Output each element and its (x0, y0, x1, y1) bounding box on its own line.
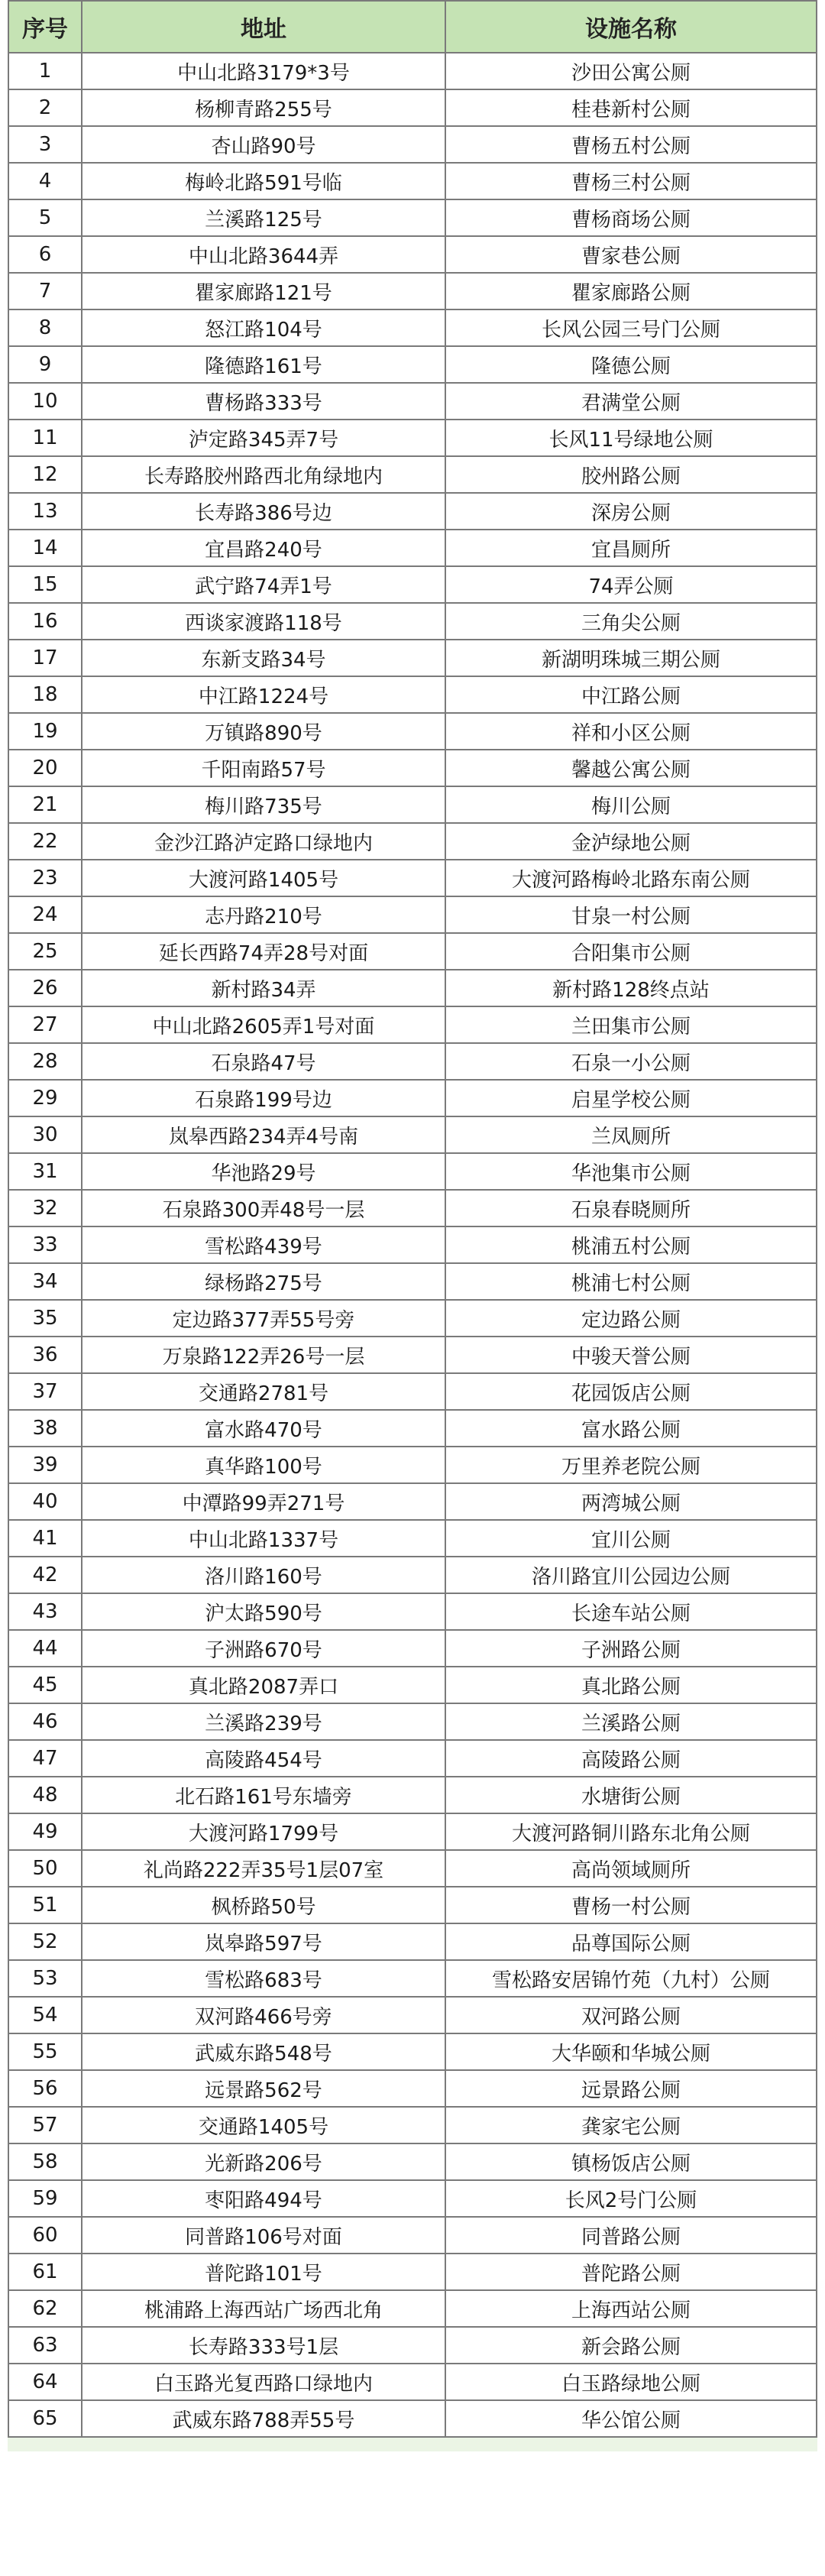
cell-address: 武宁路74弄1号 (82, 566, 445, 603)
cell-facility-name: 曹杨商场公厕 (445, 199, 817, 236)
table-row (8, 1557, 817, 1593)
cell-facility-name: 石泉春晓厕所 (445, 1190, 817, 1226)
cell-facility-name: 甘泉一村公厕 (445, 896, 817, 933)
cell-facility-name: 双河路公厕 (445, 1997, 817, 2033)
table-row (8, 1080, 817, 1116)
cell-address: 岚皋西路234弄4号南 (82, 1116, 445, 1153)
cell-facility-name: 万里养老院公厕 (445, 1447, 817, 1483)
cell-address: 石泉路47号 (82, 1043, 445, 1080)
cell-facility-name: 曹杨三村公厕 (445, 163, 817, 199)
cell-address: 中山北路2605弄1号对面 (82, 1006, 445, 1043)
cell-address: 光新路206号 (82, 2143, 445, 2180)
cell-facility-name: 高陵路公厕 (445, 1740, 817, 1777)
cell-serial-number: 32 (8, 1190, 82, 1226)
table-row (8, 896, 817, 933)
cell-facility-name: 普陀路公厕 (445, 2254, 817, 2290)
cell-facility-name: 真北路公厕 (445, 1667, 817, 1703)
cell-serial-number: 20 (8, 750, 82, 786)
cell-address: 中潭路99弄271号 (82, 1483, 445, 1520)
table-row (8, 2290, 817, 2327)
cell-address: 雪松路683号 (82, 1960, 445, 1997)
cell-address: 大渡河路1405号 (82, 860, 445, 896)
cell-facility-name: 长风11号绿地公厕 (445, 420, 817, 456)
cell-serial-number: 19 (8, 713, 82, 750)
cell-facility-name: 大渡河路铜川路东北角公厕 (445, 1813, 817, 1850)
cell-facility-name: 宜昌厕所 (445, 530, 817, 566)
cell-facility-name: 子洲路公厕 (445, 1630, 817, 1667)
cell-address: 延长西路74弄28号对面 (82, 933, 445, 970)
cell-serial-number: 12 (8, 456, 82, 493)
cell-address: 交通路1405号 (82, 2107, 445, 2143)
table-row (8, 1447, 817, 1483)
cell-address: 隆德路161号 (82, 346, 445, 383)
cell-serial-number: 1 (8, 53, 82, 89)
cell-serial-number: 27 (8, 1006, 82, 1043)
cell-address: 武威东路548号 (82, 2033, 445, 2070)
cell-serial-number: 43 (8, 1593, 82, 1630)
cell-address: 宜昌路240号 (82, 530, 445, 566)
table-row (8, 309, 817, 346)
cell-serial-number: 61 (8, 2254, 82, 2290)
cell-facility-name: 同普路公厕 (445, 2217, 817, 2254)
cell-serial-number: 30 (8, 1116, 82, 1153)
cell-facility-name: 曹杨一村公厕 (445, 1887, 817, 1923)
table-row (8, 2143, 817, 2180)
cell-address: 武威东路788弄55号 (82, 2400, 445, 2437)
cell-facility-name: 新会路公厕 (445, 2327, 817, 2364)
cell-facility-name: 桃浦七村公厕 (445, 1263, 817, 1300)
cell-serial-number: 51 (8, 1887, 82, 1923)
cell-serial-number: 65 (8, 2400, 82, 2437)
cell-facility-name: 大渡河路梅岭北路东南公厕 (445, 860, 817, 896)
cell-serial-number: 14 (8, 530, 82, 566)
cell-serial-number: 50 (8, 1850, 82, 1887)
cell-address: 兰溪路239号 (82, 1703, 445, 1740)
cell-facility-name: 三角尖公厕 (445, 603, 817, 640)
cell-address: 双河路466号旁 (82, 1997, 445, 2033)
cell-facility-name: 镇杨饭店公厕 (445, 2143, 817, 2180)
cell-serial-number: 59 (8, 2180, 82, 2217)
cell-address: 长寿路386号边 (82, 493, 445, 530)
table-row (8, 676, 817, 713)
cell-address: 雪松路439号 (82, 1226, 445, 1263)
cell-address: 普陀路101号 (82, 2254, 445, 2290)
cell-address: 真华路100号 (82, 1447, 445, 1483)
cell-address: 万泉路122弄26号一层 (82, 1337, 445, 1373)
cell-facility-name: 雪松路安居锦竹苑（九村）公厕 (445, 1960, 817, 1997)
table-row (8, 273, 817, 309)
cell-facility-name: 胶州路公厕 (445, 456, 817, 493)
cell-serial-number: 18 (8, 676, 82, 713)
table-row (8, 530, 817, 566)
cell-address: 新村路34弄 (82, 970, 445, 1006)
header-facility-name: 设施名称 (445, 1, 817, 53)
cell-address: 金沙江路泸定路口绿地内 (82, 823, 445, 860)
cell-serial-number: 38 (8, 1410, 82, 1447)
cell-address: 长寿路333号1层 (82, 2327, 445, 2364)
table-row (8, 236, 817, 273)
table-row (8, 1153, 817, 1190)
cell-address: 石泉路300弄48号一层 (82, 1190, 445, 1226)
cell-serial-number: 11 (8, 420, 82, 456)
cell-facility-name: 远景路公厕 (445, 2070, 817, 2107)
cell-facility-name: 兰凤厕所 (445, 1116, 817, 1153)
table-row (8, 163, 817, 199)
table-row (8, 933, 817, 970)
cell-serial-number: 22 (8, 823, 82, 860)
cell-address: 绿杨路275号 (82, 1263, 445, 1300)
cell-address: 礼尚路222弄35号1层07室 (82, 1850, 445, 1887)
cell-serial-number: 42 (8, 1557, 82, 1593)
cell-address: 兰溪路125号 (82, 199, 445, 236)
table-header (8, 1, 817, 53)
cell-facility-name: 宜川公厕 (445, 1520, 817, 1557)
cell-address: 沪太路590号 (82, 1593, 445, 1630)
header-serial-number: 序号 (8, 1, 82, 53)
cell-address: 远景路562号 (82, 2070, 445, 2107)
cell-serial-number: 55 (8, 2033, 82, 2070)
cell-address: 枣阳路494号 (82, 2180, 445, 2217)
table-row (8, 1887, 817, 1923)
cell-facility-name: 高尚领域厕所 (445, 1850, 817, 1887)
table-row (8, 2400, 817, 2437)
cell-facility-name: 上海西站公厕 (445, 2290, 817, 2327)
cell-serial-number: 52 (8, 1923, 82, 1960)
cell-serial-number: 16 (8, 603, 82, 640)
cell-address: 怒江路104号 (82, 309, 445, 346)
header-address: 地址 (82, 1, 445, 53)
cell-serial-number: 45 (8, 1667, 82, 1703)
table-row (8, 493, 817, 530)
cell-serial-number: 44 (8, 1630, 82, 1667)
cell-serial-number: 49 (8, 1813, 82, 1850)
cell-facility-name: 中骏天誉公厕 (445, 1337, 817, 1373)
cell-facility-name: 祥和小区公厕 (445, 713, 817, 750)
cell-serial-number: 6 (8, 236, 82, 273)
cell-serial-number: 9 (8, 346, 82, 383)
table-row (8, 1043, 817, 1080)
cell-facility-name: 定边路公厕 (445, 1300, 817, 1337)
cell-serial-number: 10 (8, 383, 82, 420)
cell-facility-name: 新湖明珠城三期公厕 (445, 640, 817, 676)
cell-address: 枫桥路50号 (82, 1887, 445, 1923)
cell-facility-name: 合阳集市公厕 (445, 933, 817, 970)
cell-serial-number: 24 (8, 896, 82, 933)
cell-address: 杨柳青路255号 (82, 89, 445, 126)
table-row (8, 1116, 817, 1153)
table-row (8, 1703, 817, 1740)
cell-facility-name: 两湾城公厕 (445, 1483, 817, 1520)
cell-serial-number: 36 (8, 1337, 82, 1373)
cell-address: 万镇路890号 (82, 713, 445, 750)
table-row (8, 456, 817, 493)
cell-facility-name: 金泸绿地公厕 (445, 823, 817, 860)
cell-serial-number: 57 (8, 2107, 82, 2143)
cell-address: 中山北路1337号 (82, 1520, 445, 1557)
cell-facility-name: 兰田集市公厕 (445, 1006, 817, 1043)
cell-facility-name: 白玉路绿地公厕 (445, 2364, 817, 2400)
cell-facility-name: 富水路公厕 (445, 1410, 817, 1447)
table-row (8, 1337, 817, 1373)
table-row (8, 1997, 817, 2033)
cell-facility-name: 沙田公寓公厕 (445, 53, 817, 89)
cell-serial-number: 35 (8, 1300, 82, 1337)
cell-facility-name: 花园饭店公厕 (445, 1373, 817, 1410)
cell-facility-name: 启星学校公厕 (445, 1080, 817, 1116)
cell-facility-name: 74弄公厕 (445, 566, 817, 603)
cell-serial-number: 31 (8, 1153, 82, 1190)
cell-serial-number: 62 (8, 2290, 82, 2327)
cell-serial-number: 39 (8, 1447, 82, 1483)
table-row (8, 1410, 817, 1447)
cell-address: 高陵路454号 (82, 1740, 445, 1777)
cell-serial-number: 56 (8, 2070, 82, 2107)
cell-address: 梅川路735号 (82, 786, 445, 823)
table-body (8, 53, 817, 2437)
cell-serial-number: 47 (8, 1740, 82, 1777)
cell-facility-name: 桃浦五村公厕 (445, 1226, 817, 1263)
table-row (8, 1630, 817, 1667)
cell-serial-number: 21 (8, 786, 82, 823)
cell-facility-name: 瞿家廊路公厕 (445, 273, 817, 309)
table-row (8, 970, 817, 1006)
cell-facility-name: 梅川公厕 (445, 786, 817, 823)
table-row (8, 1483, 817, 1520)
cell-address: 大渡河路1799号 (82, 1813, 445, 1850)
cell-serial-number: 7 (8, 273, 82, 309)
cell-address: 志丹路210号 (82, 896, 445, 933)
table-row (8, 823, 817, 860)
cell-facility-name: 桂巷新村公厕 (445, 89, 817, 126)
cell-serial-number: 13 (8, 493, 82, 530)
table-row (8, 713, 817, 750)
cell-address: 同普路106号对面 (82, 2217, 445, 2254)
table-row (8, 1813, 817, 1850)
cell-serial-number: 25 (8, 933, 82, 970)
table-row (8, 1520, 817, 1557)
cell-serial-number: 34 (8, 1263, 82, 1300)
cell-facility-name: 新村路128终点站 (445, 970, 817, 1006)
cell-address: 洛川路160号 (82, 1557, 445, 1593)
table-row (8, 1593, 817, 1630)
cell-facility-name: 长风公园三号门公厕 (445, 309, 817, 346)
cell-serial-number: 29 (8, 1080, 82, 1116)
cell-facility-name: 中江路公厕 (445, 676, 817, 713)
cell-address: 梅岭北路591号临 (82, 163, 445, 199)
cell-serial-number: 46 (8, 1703, 82, 1740)
cell-address: 西谈家渡路118号 (82, 603, 445, 640)
table-row (8, 1923, 817, 1960)
header-row (8, 1, 817, 53)
cell-address: 东新支路34号 (82, 640, 445, 676)
cell-serial-number: 54 (8, 1997, 82, 2033)
cell-serial-number: 48 (8, 1777, 82, 1813)
cell-address: 桃浦路上海西站广场西北角 (82, 2290, 445, 2327)
cell-address: 华池路29号 (82, 1153, 445, 1190)
table-row (8, 640, 817, 676)
cell-address: 瞿家廊路121号 (82, 273, 445, 309)
cell-facility-name: 品尊国际公厕 (445, 1923, 817, 1960)
cell-facility-name: 隆德公厕 (445, 346, 817, 383)
cell-address: 杏山路90号 (82, 126, 445, 163)
cell-address: 富水路470号 (82, 1410, 445, 1447)
table-row (8, 566, 817, 603)
bottom-green-band (8, 2438, 817, 2451)
table-row (8, 2364, 817, 2400)
table-row (8, 383, 817, 420)
table-row (8, 420, 817, 456)
cell-serial-number: 2 (8, 89, 82, 126)
cell-serial-number: 53 (8, 1960, 82, 1997)
cell-address: 千阳南路57号 (82, 750, 445, 786)
table-row (8, 2033, 817, 2070)
cell-facility-name: 曹杨五村公厕 (445, 126, 817, 163)
cell-serial-number: 4 (8, 163, 82, 199)
table-row (8, 2180, 817, 2217)
cell-facility-name: 水塘街公厕 (445, 1777, 817, 1813)
cell-serial-number: 33 (8, 1226, 82, 1263)
table-row (8, 786, 817, 823)
cell-address: 岚皋路597号 (82, 1923, 445, 1960)
cell-facility-name: 龚家宅公厕 (445, 2107, 817, 2143)
table-row (8, 2070, 817, 2107)
table-row (8, 1300, 817, 1337)
cell-address: 中山北路3179*3号 (82, 53, 445, 89)
table-row (8, 1850, 817, 1887)
table-row (8, 89, 817, 126)
table-row (8, 1740, 817, 1777)
table-row (8, 1263, 817, 1300)
table-row (8, 860, 817, 896)
cell-serial-number: 60 (8, 2217, 82, 2254)
table-row (8, 126, 817, 163)
table-row (8, 603, 817, 640)
cell-serial-number: 64 (8, 2364, 82, 2400)
table-row (8, 1777, 817, 1813)
table-row (8, 2254, 817, 2290)
cell-serial-number: 17 (8, 640, 82, 676)
cell-facility-name: 石泉一小公厕 (445, 1043, 817, 1080)
cell-facility-name: 深房公厕 (445, 493, 817, 530)
table-row (8, 1373, 817, 1410)
table-row (8, 346, 817, 383)
cell-serial-number: 5 (8, 199, 82, 236)
table-row (8, 2107, 817, 2143)
cell-facility-name: 华公馆公厕 (445, 2400, 817, 2437)
cell-facility-name: 曹家巷公厕 (445, 236, 817, 273)
cell-facility-name: 华池集市公厕 (445, 1153, 817, 1190)
cell-address: 石泉路199号边 (82, 1080, 445, 1116)
table-row (8, 199, 817, 236)
cell-address: 中山北路3644弄 (82, 236, 445, 273)
cell-address: 子洲路670号 (82, 1630, 445, 1667)
cell-address: 泸定路345弄7号 (82, 420, 445, 456)
cell-serial-number: 15 (8, 566, 82, 603)
cell-address: 定边路377弄55号旁 (82, 1300, 445, 1337)
cell-address: 长寿路胶州路西北角绿地内 (82, 456, 445, 493)
table-row (8, 1190, 817, 1226)
cell-address: 白玉路光复西路口绿地内 (82, 2364, 445, 2400)
table-row (8, 750, 817, 786)
cell-facility-name: 兰溪路公厕 (445, 1703, 817, 1740)
table-row (8, 1667, 817, 1703)
table-row (8, 53, 817, 89)
cell-serial-number: 23 (8, 860, 82, 896)
toilet-facility-table (8, 0, 817, 2438)
cell-address: 北石路161号东墙旁 (82, 1777, 445, 1813)
cell-serial-number: 26 (8, 970, 82, 1006)
cell-facility-name: 洛川路宜川公园边公厕 (445, 1557, 817, 1593)
cell-facility-name: 君满堂公厕 (445, 383, 817, 420)
cell-address: 中江路1224号 (82, 676, 445, 713)
table-row (8, 2217, 817, 2254)
cell-serial-number: 58 (8, 2143, 82, 2180)
cell-serial-number: 63 (8, 2327, 82, 2364)
cell-address: 曹杨路333号 (82, 383, 445, 420)
cell-serial-number: 8 (8, 309, 82, 346)
cell-serial-number: 40 (8, 1483, 82, 1520)
cell-serial-number: 3 (8, 126, 82, 163)
table-row (8, 1006, 817, 1043)
table-row (8, 1226, 817, 1263)
cell-facility-name: 长风2号门公厕 (445, 2180, 817, 2217)
cell-facility-name: 馨越公寓公厕 (445, 750, 817, 786)
cell-address: 真北路2087弄口 (82, 1667, 445, 1703)
cell-facility-name: 大华颐和华城公厕 (445, 2033, 817, 2070)
cell-serial-number: 41 (8, 1520, 82, 1557)
table-row (8, 1960, 817, 1997)
cell-address: 交通路2781号 (82, 1373, 445, 1410)
cell-serial-number: 28 (8, 1043, 82, 1080)
cell-serial-number: 37 (8, 1373, 82, 1410)
cell-facility-name: 长途车站公厕 (445, 1593, 817, 1630)
table-row (8, 2327, 817, 2364)
